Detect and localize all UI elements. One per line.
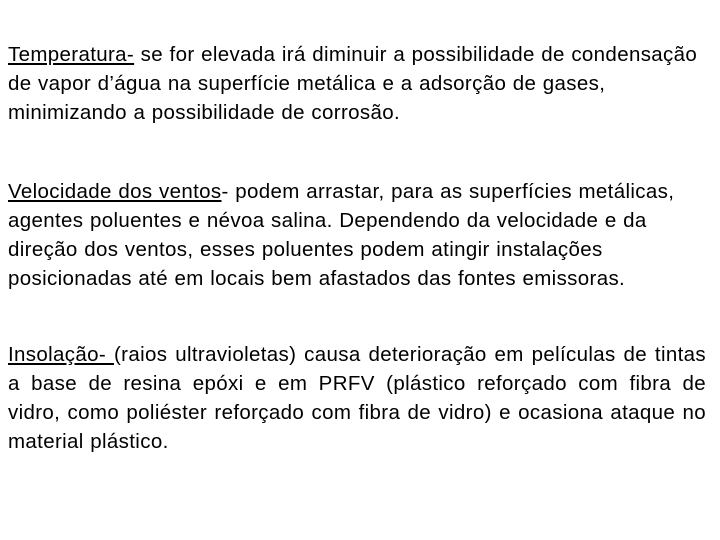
term-velocidade-dos-ventos: Velocidade dos ventos	[8, 180, 222, 203]
paragraph-insolacao	[8, 340, 706, 456]
term-insolacao: Insolação-	[8, 343, 114, 366]
paragraph-velocidade-dos-ventos	[8, 177, 706, 293]
paragraph-temperatura	[8, 40, 706, 127]
text-velocidade-dos-ventos: - podem arrastar, para as superfícies metálicas, agentes poluentes e névoa salina. Dependendo da velocidade e da direção dos ventos, esses poluentes podem atingir instalações posicionadas até em locais bem afastados das fontes emissoras.	[8, 180, 675, 290]
text-insolacao: (raios ultravioletas) causa deterioração em películas de tintas a base de resina epóxi e em PRFV (plástico reforçado com fibra de vidro, como poliéster reforçado com fibra de vidro) e ocasiona ataque no material plástico.	[8, 343, 706, 453]
text-temperatura: se for elevada irá diminuir a possibilidade de condensação de vapor d’água na superfície metálica e a adsorção de gases, minimizando a possibilidade de corrosão.	[8, 43, 698, 124]
term-temperatura: Temperatura-	[8, 43, 135, 66]
